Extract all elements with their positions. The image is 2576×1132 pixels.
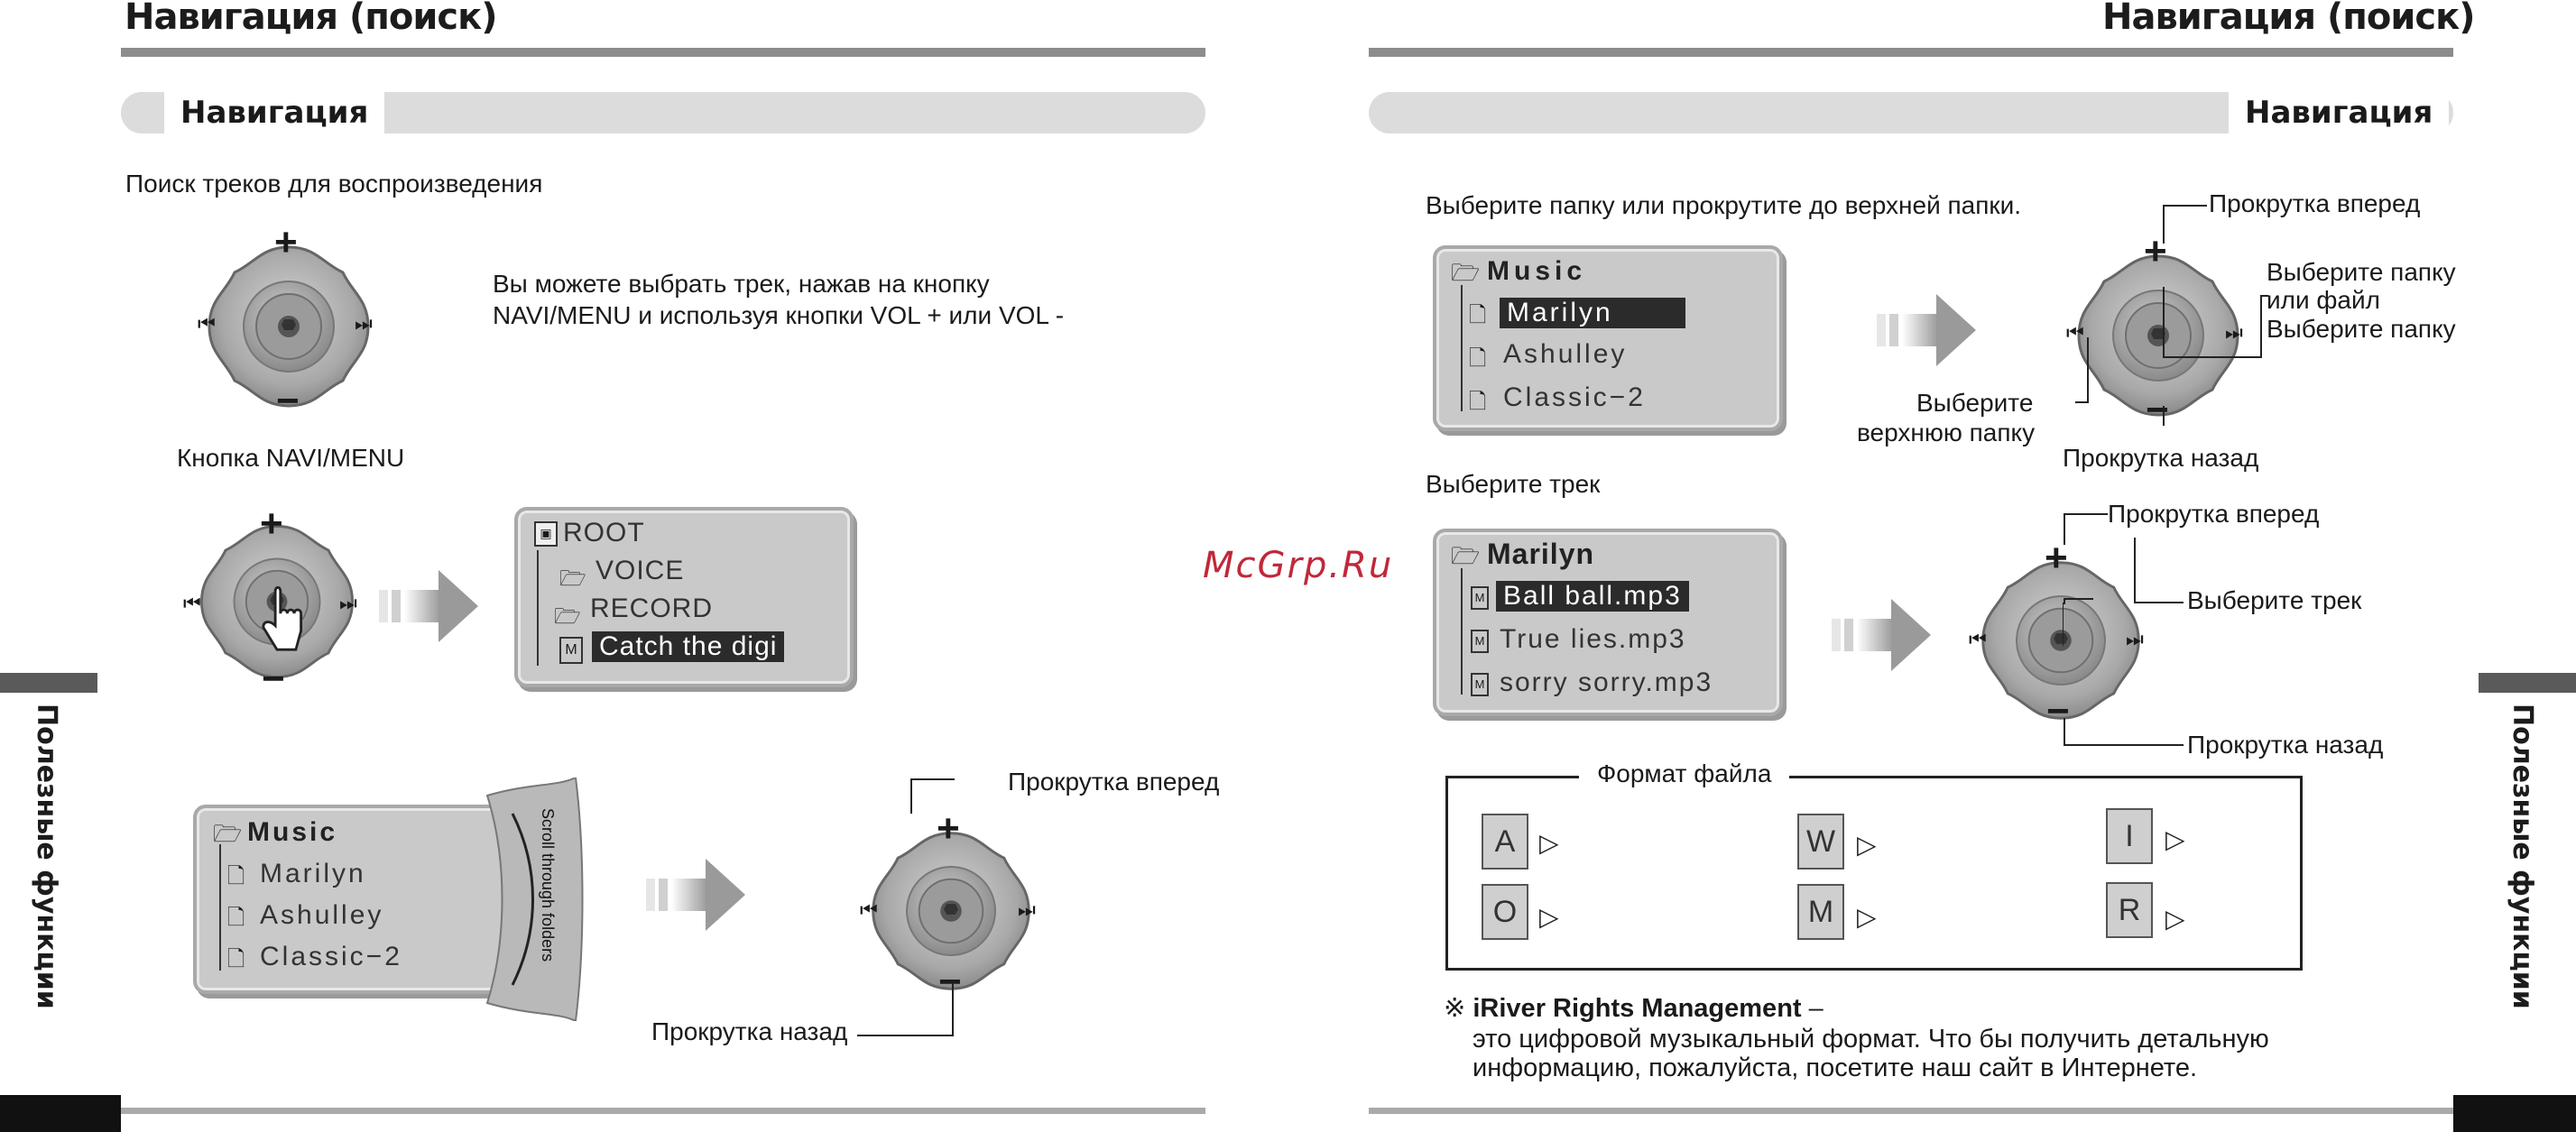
minus-icon: − — [2046, 689, 2070, 733]
format-icon-i: I — [2106, 808, 2153, 864]
play-arrow-icon: ▷ — [1857, 831, 1877, 859]
record-row: RECORD — [590, 594, 714, 623]
folder-icon: 🗋 — [227, 947, 245, 971]
marilyn-row: Marilyn — [1500, 298, 1685, 328]
minus-icon: − — [276, 379, 300, 423]
music-file-icon: M — [1471, 586, 1489, 610]
ashulley-row: Ashulley — [260, 900, 384, 930]
minus-icon: − — [938, 960, 962, 1004]
minus-icon: − — [262, 657, 285, 701]
note-line-1: это цифровой музыкальный формат. Что бы получить детальную — [1473, 1025, 2269, 1054]
folder-icon: 🗁 — [1451, 259, 1481, 286]
root-lcd-screen — [514, 507, 854, 687]
marilyn-folder-row: Marilyn — [1487, 538, 1595, 570]
left-side-label: Полезные функции — [31, 704, 62, 1009]
voice-row: VOICE — [596, 556, 685, 585]
select-track-text: Выберите трек — [1426, 470, 1601, 498]
next-icon: ⏭ — [355, 312, 373, 335]
music-file-icon: M — [1471, 630, 1489, 653]
plus-icon: + — [260, 502, 283, 546]
root-row: ROOT — [563, 518, 645, 548]
select-folder-file-label-1: Выберите папку — [2267, 258, 2456, 286]
scroll-forward-label: Прокрутка вперед — [1008, 768, 1220, 796]
watermark: McGrp.Ru — [1203, 545, 1394, 586]
next-icon: ⏭ — [2225, 321, 2243, 344]
music-file-icon: M — [559, 637, 583, 664]
note-heading — [1444, 994, 1824, 1023]
next-icon: ⏭ — [2126, 628, 2144, 650]
classic-row: Classic−2 — [1503, 382, 1646, 412]
catch-the-digi-row: Catch the digi — [592, 631, 784, 662]
prev-icon: ⏮ — [860, 898, 878, 921]
folder-icon: 🗁 — [559, 566, 586, 591]
prev-icon: ⏮ — [2066, 321, 2084, 344]
right-page-title: Навигация (поиск) — [2102, 0, 2475, 38]
scroll-back-label-2: Прокрутка назад — [2187, 731, 2384, 759]
music-file-icon: M — [1471, 673, 1489, 696]
plus-icon: + — [2144, 229, 2167, 273]
format-icon-m: M — [1797, 884, 1844, 940]
left-page-number-block — [0, 1095, 121, 1132]
music-lcd-screen — [193, 805, 516, 994]
arrow-right-icon — [379, 570, 480, 644]
callout-lines — [848, 767, 1011, 1046]
arrow-right-icon — [1832, 599, 1933, 673]
folder-icon: 🗋 — [227, 906, 245, 930]
format-icon-w: W — [1797, 814, 1844, 870]
right-side-label: Полезные функции — [2507, 704, 2538, 1009]
track-lcd-screen — [1433, 529, 1783, 716]
left-intro-text: Поиск треков для воспроизведения — [125, 170, 543, 198]
ball-ball-row: Ball ball.mp3 — [1496, 581, 1689, 612]
left-page-title: Навигация (поиск) — [125, 0, 497, 38]
folder-icon: 🗋 — [1469, 303, 1487, 327]
folder-icon: 🗁 — [554, 604, 581, 629]
prev-icon: ⏮ — [1969, 628, 1987, 650]
file-format-title: Формат файла — [1579, 759, 1789, 788]
arrow-right-icon — [646, 859, 747, 933]
plus-icon: + — [2045, 536, 2068, 580]
sorry-sorry-row: sorry sorry.mp3 — [1500, 667, 1713, 697]
top-folder-label-1: Выберите — [1916, 389, 2034, 417]
folder-icon: 🗋 — [1469, 390, 1487, 414]
left-bottom-rule — [121, 1108, 1205, 1114]
left-title-rule — [121, 48, 1205, 57]
arrow-right-icon — [1877, 294, 1978, 368]
right-page-number-block — [2453, 1095, 2576, 1132]
left-side-tab — [0, 673, 97, 693]
scroll-forward-label-1: Прокрутка вперед — [2209, 189, 2421, 217]
note-line-2: информацию, пожалуйста, посетите наш сайт в Интернете. — [1473, 1054, 2198, 1082]
scroll-back-label: Прокрутка назад — [651, 1017, 848, 1045]
navi-button-caption: Кнопка NAVI/MENU — [177, 444, 405, 472]
folder-icon: 🗁 — [213, 820, 243, 847]
select-folder-text: Выберите папку или прокрутите до верхней папки. — [1426, 191, 2022, 219]
right-title-rule — [1369, 48, 2453, 57]
format-icon-a: A — [1482, 814, 1528, 870]
right-bottom-rule — [1369, 1108, 2453, 1114]
select-track-label: Выберите трек — [2187, 586, 2362, 614]
next-icon: ⏭ — [1018, 898, 1036, 921]
format-icon-r: R — [2106, 882, 2153, 938]
play-arrow-icon: ▷ — [1539, 829, 1559, 857]
minus-icon: − — [2146, 388, 2169, 432]
right-section-title: Навигация — [2229, 92, 2449, 133]
prev-icon: ⏮ — [198, 312, 216, 335]
select-folder-file-label-2: или файл — [2267, 286, 2380, 314]
classic-row: Classic−2 — [260, 942, 402, 971]
scroll-back-label-1: Прокрутка назад — [2063, 444, 2259, 472]
scroll-forward-label-2: Прокрутка вперед — [2108, 500, 2320, 528]
left-desc-line2: NAVI/MENU и используя кнопки VOL + или VOL - — [493, 301, 1065, 329]
next-icon: ⏭ — [339, 592, 357, 614]
note-title: iRiver Rights Management — [1473, 994, 1802, 1023]
note-dash: – — [1801, 994, 1824, 1023]
play-arrow-icon: ▷ — [1539, 903, 1559, 931]
marilyn-row: Marilyn — [260, 859, 366, 888]
left-section-title: Навигация — [164, 92, 384, 133]
plus-icon: + — [274, 220, 298, 264]
root-drive-icon: ▣ — [534, 521, 558, 547]
play-arrow-icon: ▷ — [2165, 905, 2185, 933]
play-arrow-icon: ▷ — [2165, 825, 2185, 853]
folder-icon: 🗁 — [1451, 542, 1481, 569]
note-mark: ※ — [1444, 994, 1466, 1023]
format-icon-o: O — [1482, 884, 1528, 940]
scroll-through-folders-label: Scroll through folders — [539, 808, 557, 962]
true-lies-row: True lies.mp3 — [1500, 624, 1686, 654]
music-row: Music — [1487, 256, 1587, 286]
top-folder-label-2: верхнюю папку — [1857, 419, 2036, 446]
folder-lcd-screen — [1433, 245, 1783, 431]
folder-icon: 🗋 — [1469, 346, 1487, 371]
file-format-box — [1445, 776, 2303, 971]
left-desc-line1: Вы можете выбрать трек, нажав на кнопку — [493, 270, 990, 298]
select-folder-label: Выберите папку — [2267, 315, 2456, 343]
scroll-band-graphic — [476, 778, 585, 1021]
folder-icon: 🗋 — [227, 864, 245, 888]
right-side-tab — [2479, 673, 2576, 693]
play-arrow-icon: ▷ — [1857, 903, 1877, 931]
ashulley-row: Ashulley — [1503, 339, 1628, 369]
plus-icon: + — [937, 806, 960, 851]
prev-icon: ⏮ — [183, 592, 201, 614]
music-row: Music — [247, 817, 338, 847]
